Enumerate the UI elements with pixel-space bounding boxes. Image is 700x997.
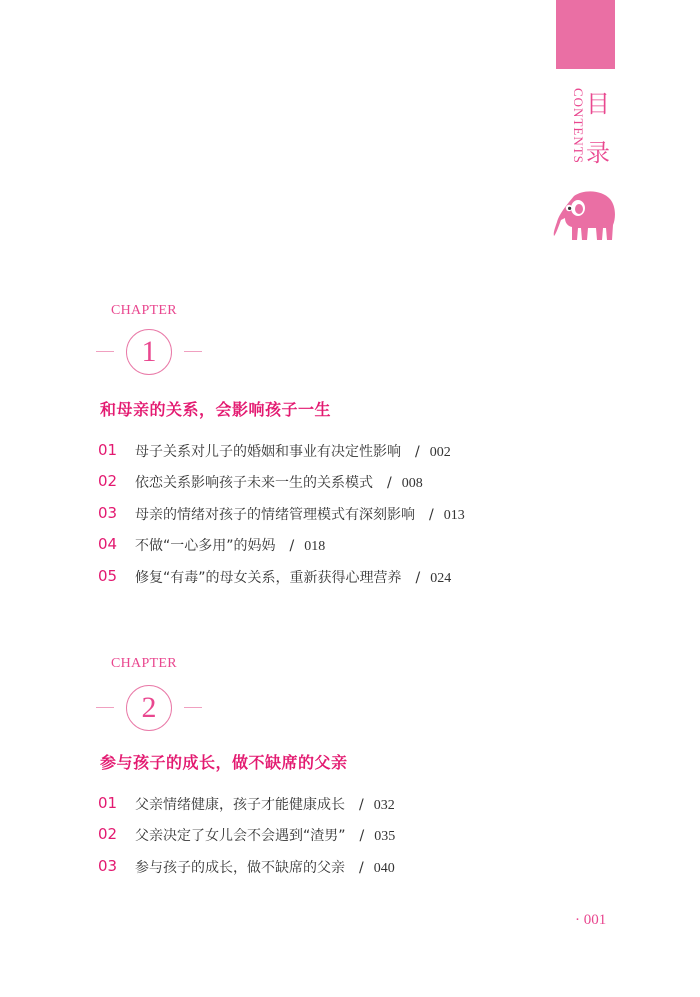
toc-item-title: 父亲决定了女儿会不会遇到“渣男” [135,828,346,844]
toc-item-number: 03 [98,857,118,875]
toc-item-title: 母子关系对儿子的婚姻和事业有决定性影响 [135,444,401,460]
toc-item[interactable]: 01 父亲情绪健康，孩子才能健康成长 / 032 [98,794,395,813]
toc-item-number: 04 [98,535,118,553]
toc-item-number: 02 [98,472,118,490]
toc-item[interactable]: 02 父亲决定了女儿会不会遇到“渣男” / 035 [98,825,396,844]
chapter-label: CHAPTER [111,656,177,671]
divider [96,351,114,352]
toc-item-title: 父亲情绪健康，孩子才能健康成长 [135,797,345,813]
toc-item-number: 05 [98,567,118,585]
toc-item-number: 03 [98,504,118,522]
toc-item-title: 修复“有毒”的母女关系，重新获得心理营养 [135,570,402,586]
toc-item-page: 040 [373,861,395,876]
toc-item[interactable]: 05 修复“有毒”的母女关系，重新获得心理营养 / 024 [98,567,452,586]
toc-item-page: 035 [374,829,396,844]
contents-title-char: 目 [586,90,610,118]
page-number: · 001 [575,912,607,928]
toc-item[interactable]: 01 母子关系对儿子的婚姻和事业有决定性影响 / 002 [98,441,451,460]
toc-item-number: 01 [98,441,118,459]
divider [184,707,202,708]
toc-item-title: 参与孩子的成长，做不缺席的父亲 [135,860,345,876]
toc-item-number: 02 [98,825,118,843]
toc-item[interactable]: 02 依恋关系影响孩子未来一生的关系模式 / 008 [98,472,423,491]
contents-title [586,92,610,190]
toc-item-page: 002 [429,445,451,460]
chapter-number: 2 [126,685,172,731]
chapter-number: 1 [126,329,172,375]
elephant-icon [552,190,618,242]
contents-title-char: 录 [586,139,610,168]
toc-item-page: 008 [401,476,423,491]
toc-item[interactable]: 03 参与孩子的成长，做不缺席的父亲 / 040 [98,857,395,876]
chapter-label: CHAPTER [111,303,177,318]
contents-label: CONTENTS [571,88,586,164]
toc-item[interactable]: 03 母亲的情绪对孩子的情绪管理模式有深刻影响 / 013 [98,504,465,523]
chapter-title: 参与孩子的成长，做不缺席的父亲 [100,753,348,772]
toc-item-page: 018 [304,539,326,554]
toc-item-title: 不做“一心多用”的妈妈 [135,538,276,554]
toc-item-title: 依恋关系影响孩子未来一生的关系模式 [135,475,373,491]
toc-item-page: 013 [443,508,465,523]
header-color-block [556,0,615,69]
chapter-title: 和母亲的关系，会影响孩子一生 [100,400,332,419]
toc-item-page: 024 [430,571,452,586]
toc-item-number: 01 [98,794,118,812]
toc-item-title: 母亲的情绪对孩子的情绪管理模式有深刻影响 [135,507,415,523]
divider [184,351,202,352]
toc-item-page: 032 [373,798,395,813]
chapter-number-badge [96,329,202,375]
divider [96,707,114,708]
toc-item[interactable]: 04 不做“一心多用”的妈妈 / 018 [98,535,326,554]
chapter-number-badge [96,685,202,731]
